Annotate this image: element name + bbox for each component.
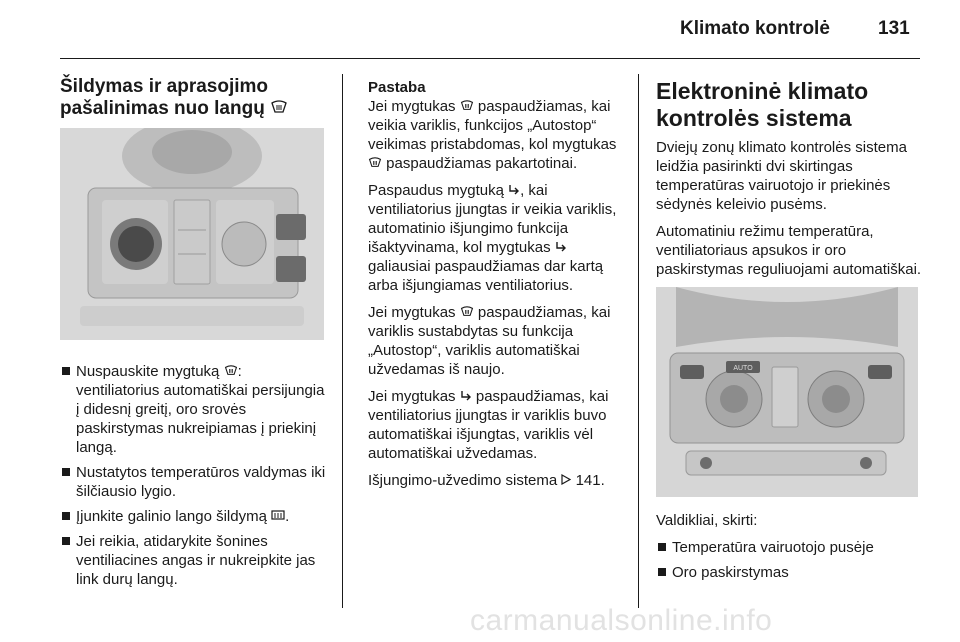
list-item: Nuspauskite mygtuką : ventiliatorius automatiškai persijungia į didesnį greitį, oro srovės paskirstymas nukreipiamas į priekinį langą. xyxy=(60,362,326,457)
paragraph: Paspaudus mygtuką , kai ventiliatorius įjungtas ir veikia variklis, automatinio išjungimo funkcija išaktyvinama, kol mygtukas galiausiai paspaudžiamas dar kartą arba išjungiamas ventiliatorius. xyxy=(368,182,617,294)
column-2 xyxy=(368,78,628,498)
paragraph: Automatiniu režimu temperatūra, ventiliatoriaus apsukos ir oro paskirstymas reguliuojami automatiškai. xyxy=(656,223,922,278)
column-divider-2 xyxy=(638,74,639,608)
section-heading: Elektroninė klimato kontrolės sistema xyxy=(656,78,869,131)
list-item: Nustatytos temperatūros valdymas iki šilčiausio lygio. xyxy=(60,463,326,501)
cross-reference[interactable]: Išjungimo-užvedimo sistema 141. xyxy=(368,472,605,489)
figure-caption: Valdikliai, skirti: xyxy=(656,512,758,529)
climate-panel-photo xyxy=(60,128,324,340)
column-divider-1 xyxy=(342,74,343,608)
climate-panel-photo xyxy=(656,287,918,497)
windshield-defrost-icon xyxy=(460,303,474,322)
list-item: Oro paskirstymas xyxy=(656,563,930,582)
fan-icon xyxy=(508,181,520,200)
page-reference-icon xyxy=(561,471,571,490)
auto-label: AUTO xyxy=(733,365,753,372)
column-3 xyxy=(656,78,930,588)
header-title: Klimato kontrolė xyxy=(680,18,830,39)
column-1 xyxy=(60,76,326,595)
section-heading: Šildymas ir aprasojimo pašalinimas nuo langų xyxy=(60,76,326,120)
windshield-defrost-icon xyxy=(224,362,238,381)
windshield-defrost-icon xyxy=(270,98,288,120)
watermark: carmanualsonline.info xyxy=(470,604,773,637)
rear-window-heat-icon xyxy=(271,507,285,526)
list-item: Temperatūra vairuotojo pusėje xyxy=(656,538,930,557)
header-rule xyxy=(60,58,920,59)
windshield-defrost-icon xyxy=(460,97,474,116)
note-title: Pastaba xyxy=(368,79,426,96)
paragraph: Dviejų zonų klimato kontrolės sistema leidžia pasirinkti dvi skirtingas temperatūras vairuotojo ir priekinės sėdynės keleivio pusėms. xyxy=(656,139,907,213)
page-number: 131 xyxy=(878,18,910,39)
windshield-defrost-icon xyxy=(368,154,382,173)
list-item: Jei reikia, atidarykite šonines ventiliacines angas ir nukreipkite jas link durų langų. xyxy=(60,532,326,589)
fan-icon xyxy=(460,387,472,406)
fan-icon xyxy=(555,238,567,257)
paragraph: Jei mygtukas paspaudžiamas, kai variklis sustabdytas su funkcija „Autostop“, variklis automatiškai užvedamas iš naujo. xyxy=(368,304,611,378)
paragraph: Jei mygtukas paspaudžiamas, kai ventiliatorius įjungtas ir variklis buvo automatiškai išjungtas, variklis vėl automatiškai užvedamas. xyxy=(368,388,609,462)
list-item: Įjunkite galinio lango šildymą . xyxy=(60,507,326,526)
note-block: Pastaba Jei mygtukas paspaudžiamas, kai veikia variklis, funkcijos „Autostop“ veikimas pristabdomas, kol mygtukas paspaudžiamas pakartotinai. xyxy=(368,79,617,172)
